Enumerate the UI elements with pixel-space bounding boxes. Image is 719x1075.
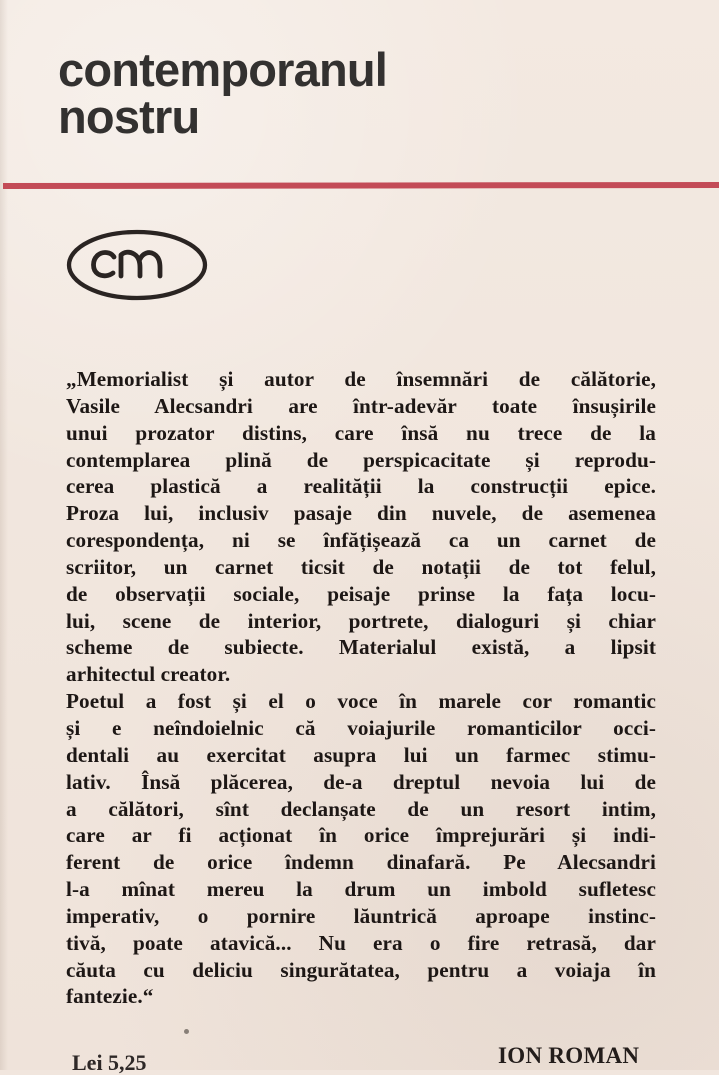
excerpt-line: „Memorialist și autor de însemnări de călătorie, <box>66 367 656 391</box>
excerpt-line: fantezie.“ <box>66 984 154 1009</box>
excerpt-line: care ar fi acționat în orice împrejurări și indi- <box>66 823 656 848</box>
excerpt-line: contemplarea plină de perspicacitate și reprodu- <box>66 447 656 472</box>
publisher-logo <box>64 226 210 304</box>
excerpt-line: scheme de subiecte. Materialul există, a lipsit <box>66 635 656 660</box>
excerpt-line: Vasile Alecsandri are într-adevăr toate însușirile <box>66 393 656 418</box>
cn-logo-icon <box>64 226 210 304</box>
excerpt-line: și e neîndoielnic că voiajurile romanticilor occi- <box>66 715 656 740</box>
excerpt-line: unui prozator distins, care însă nu trece de la <box>66 420 656 445</box>
excerpt-line: arhitectul creator. <box>66 662 231 687</box>
excerpt-line: dentali au exercitat asupra lui un farmec stimu- <box>66 742 656 767</box>
back-cover-excerpt <box>66 366 656 1010</box>
excerpt-line: imperativ, o pornire lăuntrică aproape instinc- <box>66 903 656 928</box>
excerpt-line: cerea plastică a realității la construcții epice. <box>66 474 656 499</box>
series-title-line-2: nostru <box>58 90 200 143</box>
paper-edge-shadow <box>0 0 8 1070</box>
excerpt-line: de observații sociale, peisaje prinse la fața locu- <box>66 581 656 606</box>
excerpt-line: scriitor, un carnet ticsit de notații de tot felul, <box>66 554 656 579</box>
excerpt-line: a călători, sînt declanșate de un resort intim, <box>66 796 656 821</box>
series-title <box>58 43 478 143</box>
excerpt-line: lativ. Însă plăcerea, de-a dreptul nevoia lui de <box>66 769 656 794</box>
excerpt-line: lui, scene de interior, portrete, dialoguri și chiar <box>66 608 656 633</box>
price-label: Lei 5,25 <box>72 1050 147 1075</box>
excerpt-line: Poetul a fost și el o voce în marele cor romantic <box>66 689 656 714</box>
excerpt-line: tivă, poate atavică... Nu era o fire retrasă, dar <box>66 930 656 955</box>
author-name: ION ROMAN <box>498 1043 640 1068</box>
paper-speck <box>184 1029 189 1034</box>
excerpt-line: l-a mînat mereu la drum un imbold sufletesc <box>66 877 656 902</box>
excerpt-line: ferent de orice îndemn dinafară. Pe Alecsandri <box>66 850 656 875</box>
excerpt-line: corespondența, ni se înfățișează ca un carnet de <box>66 528 656 553</box>
excerpt-line: căuta cu deliciu singurătatea, pentru a voiaja în <box>66 957 656 982</box>
red-divider-rule <box>3 182 719 189</box>
excerpt-line: Proza lui, inclusiv pasaje din nuvele, de asemenea <box>66 501 656 526</box>
series-title-line-1: contemporanul <box>58 43 388 96</box>
